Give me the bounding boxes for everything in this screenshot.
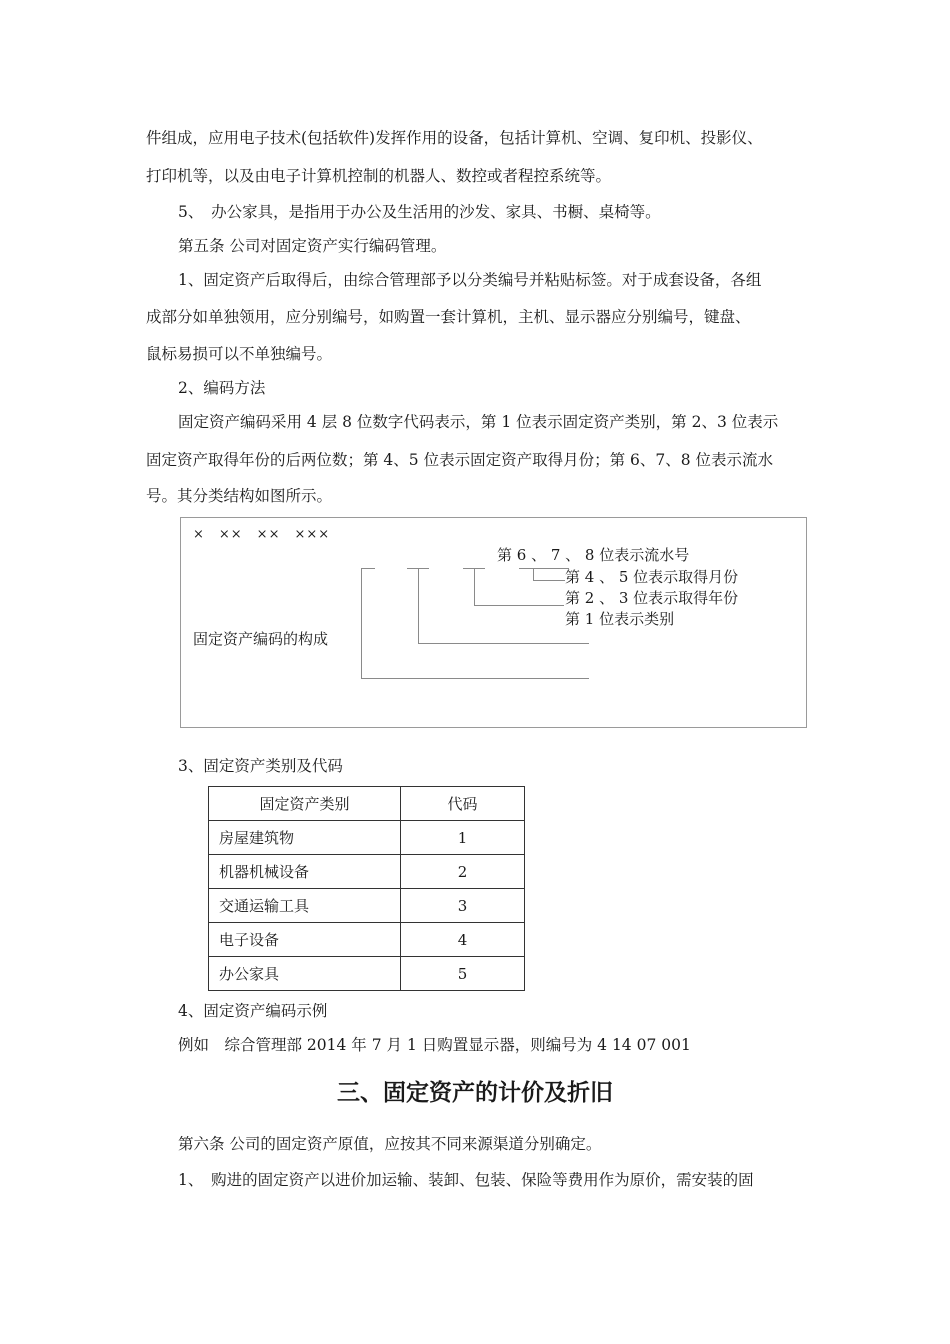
bracket-type-leader <box>361 678 589 679</box>
table-row <box>209 923 525 957</box>
bracket-year-vertical <box>418 568 419 643</box>
paragraph-line: 固定资产编码采用 4 层 8 位数字代码表示，第 1 位表示固定资产类别，第 2、3 位表示 <box>178 413 779 431</box>
bracket-year-leader <box>418 643 589 644</box>
code-structure-figure <box>180 517 807 728</box>
category-cell: 机器机械设备 <box>209 855 401 889</box>
category-cell: 办公家具 <box>209 957 401 991</box>
label-serial-digits: 第 6 、 7 、 8 位表示流水号 <box>497 546 690 564</box>
category-cell: 房屋建筑物 <box>209 821 401 855</box>
code-cell: 5 <box>401 957 525 991</box>
paragraph-line: 鼠标易损可以不单独编号。 <box>146 345 333 363</box>
article-six: 第六条 公司的固定资产原值，应按其不同来源渠道分别确定。 <box>178 1135 602 1153</box>
paragraph-line: 件组成，应用电子技术(包括软件)发挥作用的设备，包括计算机、空调、复印机、投影仪、 <box>146 129 763 147</box>
article-five: 第五条 公司对固定资产实行编码管理。 <box>178 237 447 255</box>
column-header-code: 代码 <box>401 787 525 821</box>
code-cell: 2 <box>401 855 525 889</box>
table-row <box>209 855 525 889</box>
paragraph-line: 1、固定资产后取得后，由综合管理部予以分类编号并粘贴标签。对于成套设备，各组 <box>178 271 762 289</box>
bracket-type-top <box>361 568 375 569</box>
paragraph-line: 号。其分类结构如图所示。 <box>146 487 333 505</box>
bracket-serial-vertical <box>533 568 534 580</box>
table-header-row <box>209 787 525 821</box>
paragraph-line: 1、 购进的固定资产以进价加运输、装卸、包装、保险等费用作为原价，需安装的固 <box>178 1171 754 1189</box>
subheading-code-example: 4、固定资产编码示例 <box>178 1002 328 1020</box>
code-example: 例如 综合管理部 2014 年 7 月 1 日购置显示器，则编号为 4 14 07 001 <box>178 1036 691 1054</box>
label-month-digits: 第 4 、 5 位表示取得月份 <box>565 568 739 586</box>
table-row <box>209 957 525 991</box>
subheading-coding-method: 2、编码方法 <box>178 379 266 397</box>
category-cell: 交通运输工具 <box>209 889 401 923</box>
bracket-serial-top <box>519 568 569 569</box>
bracket-type-vertical <box>361 568 362 678</box>
paragraph-line: 固定资产取得年份的后两位数；第 4、5 位表示固定资产取得月份；第 6、7、8 位表示流水 <box>146 451 774 469</box>
bracket-month-vertical <box>474 568 475 605</box>
code-cell: 4 <box>401 923 525 957</box>
label-type-digit: 第 1 位表示类别 <box>565 610 675 628</box>
label-year-digits: 第 2 、 3 位表示取得年份 <box>565 589 739 607</box>
figure-caption: 固定资产编码的构成 <box>193 630 329 648</box>
paragraph-office-furniture: 5、 办公家具，是指用于办公及生活用的沙发、家具、书橱、桌椅等。 <box>178 203 661 221</box>
category-code-table <box>208 786 525 991</box>
column-header-category: 固定资产类别 <box>209 787 401 821</box>
code-cell: 1 <box>401 821 525 855</box>
paragraph-line: 打印机等，以及由电子计算机控制的机器人、数控或者程控系统等。 <box>146 167 612 185</box>
section-heading: 三、固定资产的计价及折旧 <box>337 1080 613 1106</box>
code-pattern: × ×× ×× ××× <box>193 527 331 542</box>
code-cell: 3 <box>401 889 525 923</box>
category-cell: 电子设备 <box>209 923 401 957</box>
bracket-serial-leader <box>533 580 565 581</box>
table-row <box>209 889 525 923</box>
table-row <box>209 821 525 855</box>
bracket-month-leader <box>474 605 564 606</box>
subheading-category-codes: 3、固定资产类别及代码 <box>178 757 343 775</box>
paragraph-line: 成部分如单独领用，应分别编号，如购置一套计算机，主机、显示器应分别编号，键盘、 <box>146 308 751 326</box>
